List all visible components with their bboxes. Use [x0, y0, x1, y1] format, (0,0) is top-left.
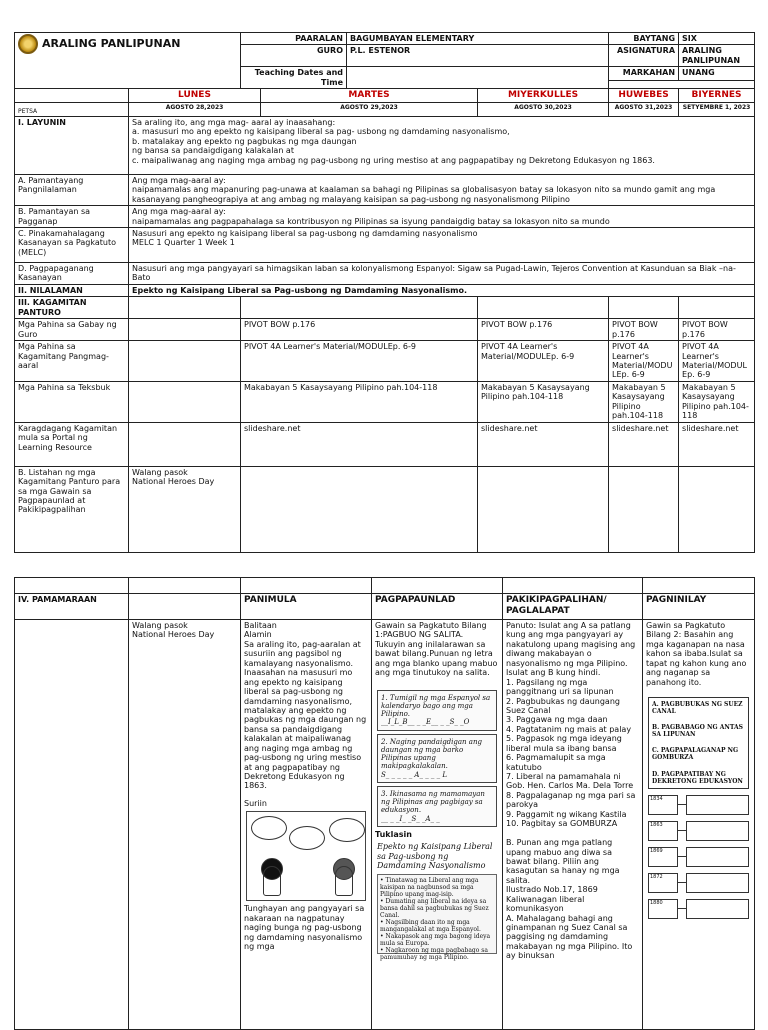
- event-box-list: [648, 697, 749, 789]
- baytang-label: BAYTANG: [609, 33, 679, 45]
- kagamitan-mon: [129, 297, 241, 319]
- listahan-wed: [478, 466, 609, 552]
- spacer-cell: [609, 81, 755, 89]
- teksbuk-label: Mga Pahina sa Teksbuk: [15, 381, 129, 422]
- teksbuk-mon: [129, 381, 241, 422]
- dates-label: Teaching Dates and Time: [241, 67, 347, 89]
- karagdagang-tue[interactable]: slideshare.net: [241, 422, 478, 466]
- nilalaman-label: II. NILALAMAN: [15, 284, 129, 296]
- pamamaraan-label: IV. PAMAMARAAN: [15, 594, 129, 620]
- date-biyernes: SETYEMBRE 1, 2023: [679, 102, 755, 116]
- layunin-label: I. LAYUNIN: [15, 116, 129, 174]
- timeline: [648, 795, 749, 919]
- timeline-answer-box[interactable]: [686, 873, 749, 893]
- nilalaman-text: Epekto ng Kaisipang Liberal sa Pag-usbong ng Damdaming Nasyonalismo.: [129, 284, 755, 296]
- pangmag-thu: PIVOT 4A Learner's Material/MODULEp. 6-9: [609, 341, 679, 382]
- asignatura-label: ASIGNATURA: [609, 45, 679, 67]
- gabay-tue: PIVOT BOW p.176: [241, 319, 478, 341]
- pangnilalaman-text: Ang mga mag-aaral ay: naipamamalas ang mapanuring pag-unawa at kaalaman sa bahagi ng Pilipinas sa globalisasyon batay sa lokasyon nito sa mundo gamit ang mga kasanayang pangheograpiya at ang ambag ng malayang kaisipan sa pag-usbong ng nasyonalismong Pilipino: [129, 174, 755, 205]
- pangmag-fri: PIVOT 4A Learner's Material/MODULEp. 6-9: [679, 341, 755, 382]
- kagamitan-fri: [679, 297, 755, 319]
- body-mon: Walang pasok National Heroes Day: [129, 620, 241, 1030]
- tuklasin-label: Tuklasin: [375, 829, 412, 839]
- teksbuk-tue: Makabayan 5 Kasaysayang Pilipino pah.104-118: [241, 381, 478, 422]
- layunin-text: Sa araling ito, ang mga mag- aaral ay inaasahang: a. masusuri mo ang epekto ng kaisipang liberal sa pag- usbong ng damdaming nasyonalismo, b. matalakay ang epekto ng pagbukas ng mga daungan ng bansa sa pandaigdigang kalakalan at c. maipaliwanag ang naging mga ambag ng pag-usbong ng uring mestiso at ang pagpapatibay ng Dekretong Edukasyon ng 1863.: [129, 116, 755, 174]
- body-label: [15, 620, 129, 1030]
- pagpapaunlad-header: PAGPAPAUNLAD: [372, 594, 503, 620]
- karagdagang-thu[interactable]: slideshare.net: [609, 422, 679, 466]
- kagamitan-wed: [478, 297, 609, 319]
- kagamitan-tue: [241, 297, 478, 319]
- gabay-wed: PIVOT BOW p.176: [478, 319, 609, 341]
- pagninilay-header: PAGNINILAY: [643, 594, 755, 620]
- worksheet-item-2: 2. Naging pandaigdigan ang daungan ng mga barko Pilipinas upang makipagkalakalan. S_ _ _ _ _ A_ _ _ _ L: [377, 734, 497, 783]
- tunghayan-text: Tunghayan ang pangyayari sa nakaraan na nagpatunay naging bunga ng pag-usbong ng damdaming nasyonalismo ng mga: [244, 904, 365, 952]
- event-box-c: C. PAGPAPALAGANAP NG GOMBURZA: [652, 747, 739, 762]
- day-lunes: LUNES: [129, 89, 261, 103]
- pagninilay-cell: [643, 620, 755, 1030]
- day-blank: [15, 89, 129, 103]
- event-box-a: A. PAGBUBUKAS NG SUEZ CANAL: [652, 701, 743, 716]
- suriin-label: Suriin: [244, 798, 267, 808]
- timeline-row: [648, 847, 749, 867]
- worksheet-item-3: 3. Ikinasama ng mamamayan ng Pilipinas ang pagbigay sa edukasyon. __ _ _I_ _S_ _A_ _: [377, 786, 497, 827]
- timeline-connector: [678, 908, 686, 909]
- blank-1: [15, 578, 129, 594]
- girl-figure-icon: [335, 866, 353, 896]
- timeline-connector: [678, 830, 686, 831]
- pakikipagpalihan-text: Panuto: Isulat ang A sa patlang kung ang mga pangyayari ay nakatulong upang magising ang diwang makabayan o nasyonalismo ng mga Pilipino. Isulat ang B kung hindi. 1. Pagsilang ng mga panggitnang uri sa lipunan 2. Pagbubukas ng daungang Suez Canal 3. Paggawa ng mga daan 4. Pagtatanim ng mais at palay 5. Pagpasok ng mga ideyang liberal mula sa ibang bansa 6. Pagmamalupit sa mga katutubo 7. Liberal na pamamahala ni Gob. Hen. Carlos Ma. Dela Torre 8. Pagpalaganap ng mga pari sa parokya 9. Paggamit ng wikang Kastila 10. Pagbitay sa GOMBURZA B. Punan ang mga patlang upang mabuo ang diwa sa bawat bilang. Piliin ang kasagutan sa hanay ng mga salita. Ilustrado Nob.17, 1869 Kaliwanagan liberal komunikasyon A. Mahalagang bahagi ang ginampanan ng Suez Canal sa paggising ng damdaming makabayan ng mga Pilipino. Ito ay binuksan: [503, 620, 643, 1030]
- melc-text: Nasusuri ang epekto ng kaisipang liberal sa pag-usbong ng damdaming nasyonalismo MELC 1 Quarter 1 Week 1: [129, 227, 755, 262]
- dll-header-table: [14, 32, 755, 553]
- gabay-thu: PIVOT BOW p.176: [609, 319, 679, 341]
- date-miyerkules: AGOSTO 30,2023: [478, 102, 609, 116]
- date-lunes: AGOSTO 28,2023: [129, 102, 261, 116]
- timeline-answer-box[interactable]: [686, 821, 749, 841]
- timeline-answer-box[interactable]: [686, 847, 749, 867]
- date-martes: AGOSTO 29,2023: [261, 102, 478, 116]
- markahan-label: MARKAHAN: [609, 67, 679, 81]
- girl-figure-icon: [263, 866, 281, 896]
- pagninilay-text: Gawin sa Pagkatuto Bilang 2: Basahin ang mga kaganapan na nasa kahon sa ibaba.Isulat sa tapat ng kahon kung ano ang naganap sa panahong ito.: [646, 621, 747, 687]
- blank-5: [503, 578, 643, 594]
- timeline-year: 1834: [648, 795, 678, 815]
- kagamitan-label: III. KAGAMITAN PANTURO: [15, 297, 129, 319]
- panimula-text: Balitaan Alamin Sa araling ito, pag-aaralan at susuriin ang pagsibol ng kamalayang nasyonalismo. Inaasahan na masusuri mo ang epekto ng kaisipang liberal sa pag-usbong ng damdaming nasyonalismo, matalakay ang epekto ng pagbukas ng mga daungan ng bansa sa pandaigdigang kalakalan at maipaliwanag ang naging mga ambag ng pag-usbong ng uring mestiso at ang pagpapatibay ng Dekretong Edukasyon ng 1863.: [244, 621, 367, 791]
- melc-label: C. Pinakamahalagang Kasanayan sa Pagkatuto (MELC): [15, 227, 129, 262]
- timeline-answer-box[interactable]: [686, 899, 749, 919]
- timeline-year: 1863: [648, 821, 678, 841]
- listahan-label: B. Listahan ng mga Kagamitang Panturo para sa mga Gawain sa Pagpapaunlad at Pakikipagpalihan: [15, 466, 129, 552]
- karagdagang-fri[interactable]: slideshare.net: [679, 422, 755, 466]
- markahan-value: UNANG: [679, 67, 755, 81]
- pagpapaganang-text: Nasusuri ang mga pangyayari sa himagsikan laban sa kolonyalismong Espanyol: Sigaw sa Pugad-Lawin, Tejeros Convention at Kasunduan sa Biak –na-Bato: [129, 262, 755, 284]
- karagdagang-label: Karagdagang Kagamitan mula sa Portal ng Learning Resource: [15, 422, 129, 466]
- pagpapaunlad-text: Gawain sa Pagkatuto Bilang 1:PAGBUO NG SALITA. Tukuyin ang inilalarawan sa bawat bilang.Punuan ng letra ang mga blanko upang mabuo ang mga tinutukoy na salita.: [375, 621, 498, 678]
- panimula-cell: [241, 620, 372, 1030]
- gabay-fri: PIVOT BOW p.176: [679, 319, 755, 341]
- pagpapaunlad-cell: [372, 620, 503, 1030]
- guro-value: P.L. ESTENOR: [347, 45, 609, 67]
- speech-bubble-icon: [329, 818, 365, 842]
- petsa-label: PETSA: [15, 102, 129, 116]
- pagganap-text: Ang mga mag-aaral ay: naipamamalas ang pagpapahalaga sa kontribusyon ng Pilipinas sa isyung pandaigdig batay sa lokasyon nito sa mundo: [129, 206, 755, 228]
- paaralan-label: PAARALAN: [241, 33, 347, 45]
- dates-value: [347, 67, 609, 89]
- day-miyerkules: MIYERKULLES: [478, 89, 609, 103]
- worksheet-item-1: 1. Tumigil ng mga Espanyol sa kalendaryo bago ang mga Pilipino. __I_L_B__ _ _E__ _ _S_ _O: [377, 690, 497, 731]
- teksbuk-fri: Makabayan 5 Kasaysayang Pilipino pah.104-118: [679, 381, 755, 422]
- pamamaraan-table: [14, 577, 755, 1030]
- pamamaraan-mon: [129, 594, 241, 620]
- timeline-connector: [678, 882, 686, 883]
- lesson-notes: • Tinatawag na Liberal ang mga kaisipan na nagbunsod sa mga Pilipino upang mag-isip. • Dumating ang liberal na ideya sa bansa dahil sa pagbubukas ng Suez Canal. • Nagsilbing daan ito ng mga mangangalakal at mga Espanyol. • Nakapasok ang mga bagong ideya mula sa Europa. • Nagkaroon ng mga pagbabago sa pamumuhay ng mga Pilipino.: [377, 874, 497, 954]
- listahan-thu: [609, 466, 679, 552]
- paaralan-value: BAGUMBAYAN ELEMENTARY: [347, 33, 609, 45]
- listahan-fri: [679, 466, 755, 552]
- baytang-value: SIX: [679, 33, 755, 45]
- timeline-year: 1872: [648, 873, 678, 893]
- timeline-row: [648, 795, 749, 815]
- event-box-d: D. PAGPAPATIBAY NG DEKRETONG EDUKASYON: [652, 770, 743, 785]
- timeline-row: [648, 873, 749, 893]
- speech-bubble-icon: [251, 816, 287, 840]
- listahan-mon: Walang pasok National Heroes Day: [129, 466, 241, 552]
- karagdagang-mon: [129, 422, 241, 466]
- speech-bubble-icon: [289, 826, 325, 850]
- blank-3: [241, 578, 372, 594]
- timeline-connector: [678, 804, 686, 805]
- pagpapaganang-label: D. Pagpapaganang Kasanayan: [15, 262, 129, 284]
- pangmag-wed: PIVOT 4A Learner's Material/MODULEp. 6-9: [478, 341, 609, 382]
- event-box-b: B. PAGBABAGO NG ANTAS SA LIPUNAN: [652, 724, 743, 739]
- date-huwebes: AGOSTO 31,2023: [609, 102, 679, 116]
- blank-2: [129, 578, 241, 594]
- timeline-row: [648, 899, 749, 919]
- timeline-row: [648, 821, 749, 841]
- listahan-tue: [241, 466, 478, 552]
- logo-text: ARALING PANLIPUNAN: [42, 37, 181, 51]
- comic-illustration: [246, 811, 366, 901]
- lesson-title: Epekto ng Kaisipang Liberal sa Pag-usbong ng Damdaming Nasyonalismo: [377, 842, 493, 871]
- guro-label: GURO: [241, 45, 347, 67]
- gabay-mon: [129, 319, 241, 341]
- karagdagang-wed[interactable]: slideshare.net: [478, 422, 609, 466]
- pangmag-label: Mga Pahina sa Kagamitang Pangmag-aaral: [15, 341, 129, 382]
- gabay-label: Mga Pahina sa Gabay ng Guro: [15, 319, 129, 341]
- timeline-connector: [678, 856, 686, 857]
- teksbuk-wed: Makabayan 5 Kasaysayang Pilipino pah.104-118: [478, 381, 609, 422]
- day-biyernes: BIYERNES: [679, 89, 755, 103]
- pangmag-tue: PIVOT 4A Learner's Material/MODULEp. 6-9: [241, 341, 478, 382]
- timeline-year: 1869: [648, 847, 678, 867]
- pagganap-label: B. Pamantayan sa Pagganap: [15, 206, 129, 228]
- pangmag-mon: [129, 341, 241, 382]
- pangnilalaman-label: A. Pamantayang Pangnilalaman: [15, 174, 129, 205]
- logo-cell: [15, 33, 241, 89]
- blank-6: [643, 578, 755, 594]
- timeline-answer-box[interactable]: [686, 795, 749, 815]
- day-martes: MARTES: [261, 89, 478, 103]
- day-huwebes: HUWEBES: [609, 89, 679, 103]
- asignatura-value: ARALING PANLIPUNAN: [679, 45, 755, 67]
- teksbuk-thu: Makabayan 5 Kasaysayang Pilipino pah.104-118: [609, 381, 679, 422]
- panimula-header: PANIMULA: [241, 594, 372, 620]
- deped-seal-icon: [18, 34, 38, 54]
- kagamitan-thu: [609, 297, 679, 319]
- blank-4: [372, 578, 503, 594]
- pakikipagpalihan-header: PAKIKIPAGPALIHAN/ PAGLALAPAT: [503, 594, 643, 620]
- timeline-year: 1880: [648, 899, 678, 919]
